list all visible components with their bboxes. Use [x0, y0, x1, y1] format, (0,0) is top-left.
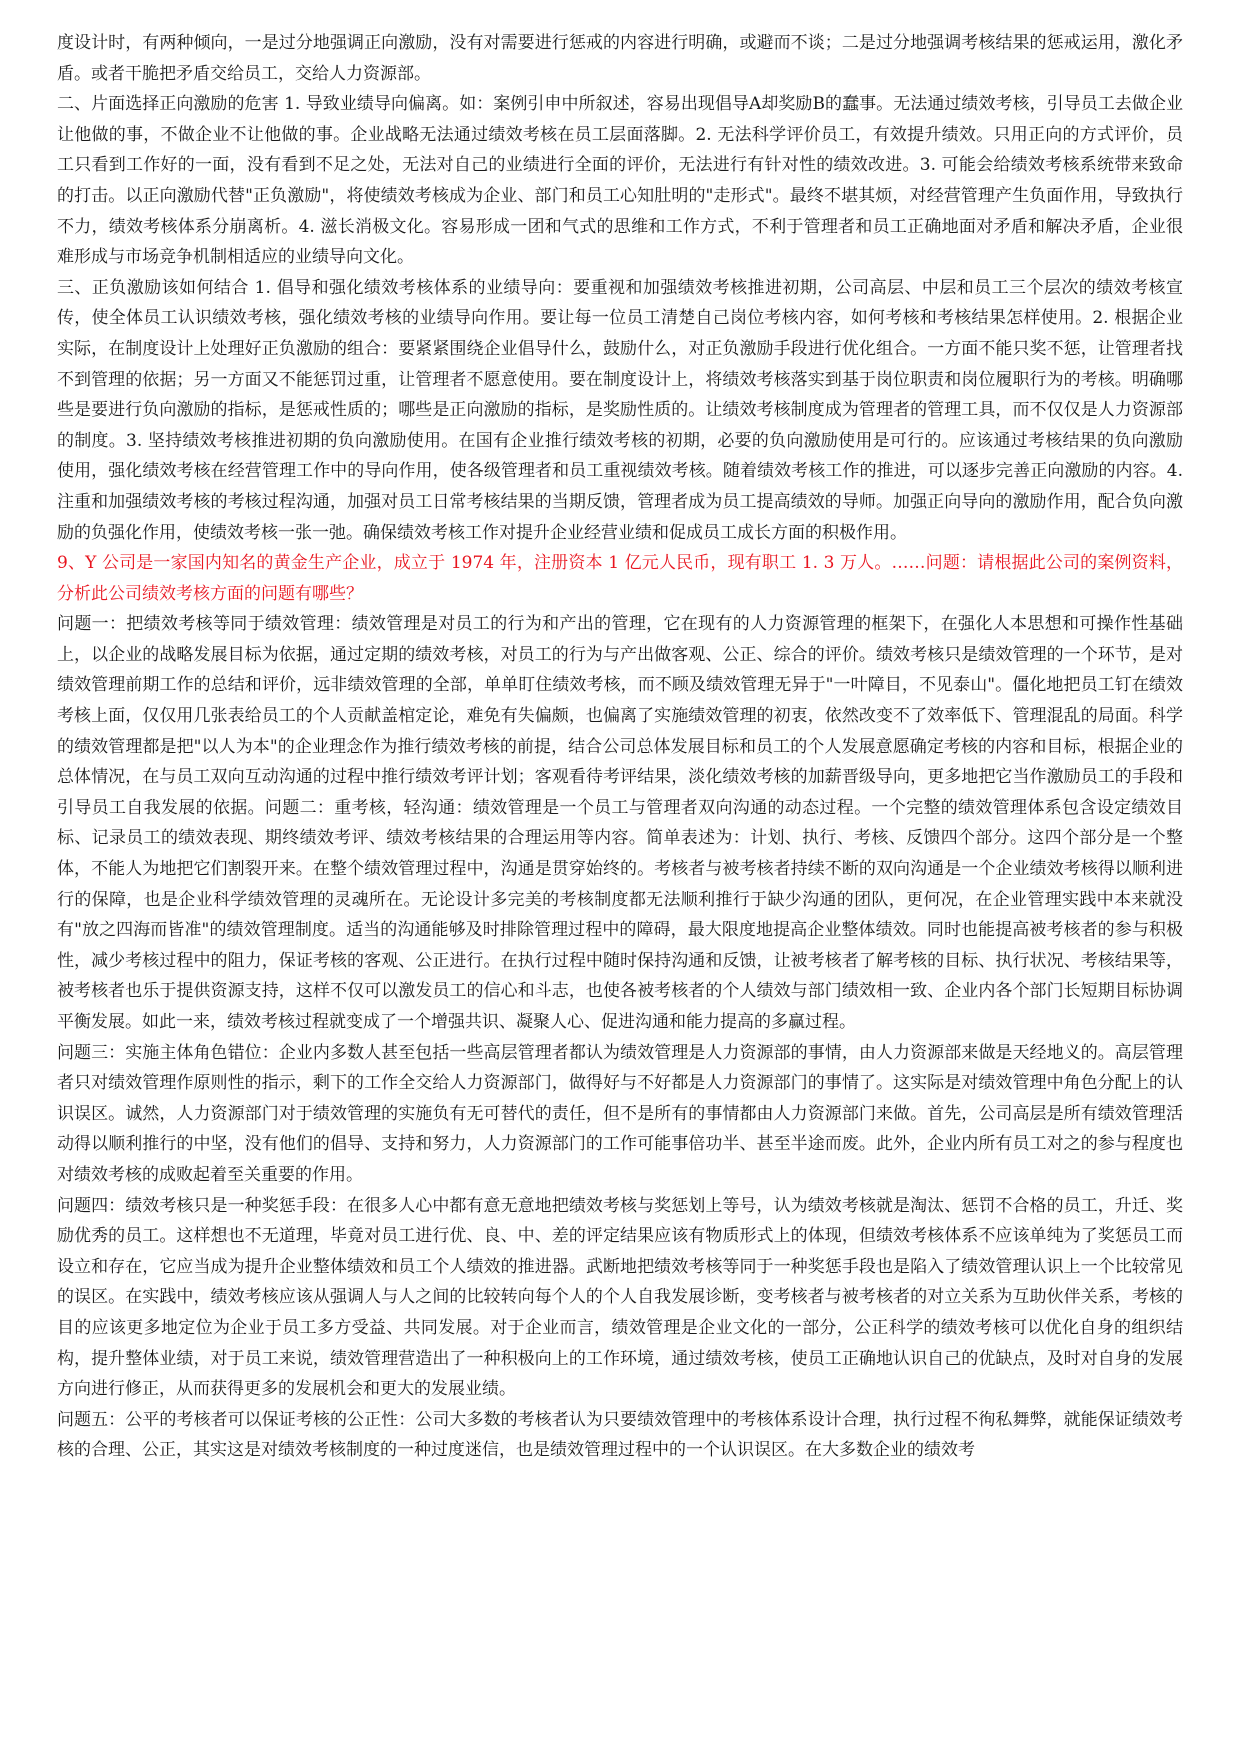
- paragraph-2: 二、片面选择正向激励的危害 1. 导致业绩导向偏离。如：案例引申中所叙述，容易出现倡导A却奖励B的蠢事。无法通过绩效考核，引导员工去做企业让他做的事，不做企业不让他做的事。企业战略无法通过绩效考核在员工层面落脚。2. 无法科学评价员工，有效提升绩效。只用正向的方式评价，员工只看到工作好的一面，没有看到不足之处，无法对自己的业绩进行全面的评价，无法进行有针对性的绩效改进。3. 可能会给绩效考核系统带来致命的打击。以正向激励代替"正负激励"，将使绩效考核成为企业、部门和员工心知肚明的"走形式"。最终不堪其烦，对经营管理产生负面作用，导致执行不力，绩效考核体系分崩离析。4. 滋长消极文化。容易形成一团和气式的思维和工作方式，不利于管理者和员工正确地面对矛盾和解决矛盾，企业很难形成与市场竞争机制相适应的业绩导向文化。: [57, 94, 1183, 268]
- paragraph-6: 问题三：实施主体角色错位：企业内多数人甚至包括一些高层管理者都认为绩效管理是人力资源部的事情，由人力资源部来做是天经地义的。高层管理者只对绩效管理作原则性的指示，剩下的工作全交给人力资源部门，做得好与不好都是人力资源部门的事情了。这实际是对绩效管理中角色分配上的认识误区。诚然，人力资源部门对于绩效管理的实施负有无可替代的责任，但不是所有的事情都由人力资源部门来做。首先，公司高层是所有绩效管理活动得以顺利推行的中坚，没有他们的倡导、支持和努力，人力资源部门的工作可能事倍功半、甚至半途而废。此外，企业内所有员工对之的参与程度也对绩效考核的成败起着至关重要的作用。: [57, 1042, 1183, 1185]
- paragraph-5: 问题一：把绩效考核等同于绩效管理：绩效管理是对员工的行为和产出的管理，它在现有的人力资源管理的框架下，在强化人本思想和可操作性基础上，以企业的战略发展目标为依据，通过定期的绩效考核，对员工的行为与产出做客观、公正、综合的评价。绩效考核只是绩效管理的一个环节，是对绩效管理前期工作的总结和评价，远非绩效管理的全部，单单盯住绩效考核，而不顾及绩效管理无异于"一叶障目，不见泰山"。僵化地把员工钉在绩效考核上面，仅仅用几张表给员工的个人贡献盖棺定论，难免有失偏颇，也偏离了实施绩效管理的初衷，依然改变不了效率低下、管理混乱的局面。科学的绩效管理都是把"以人为本"的企业理念作为推行绩效考核的前提，结合公司总体发展目标和员工的个人发展意愿确定考核的内容和目标，根据企业的总体情况，在与员工双向互动沟通的过程中推行绩效考评计划；客观看待考评结果，淡化绩效考核的加薪晋级导向，更多地把它当作激励员工的手段和引导员工自我发展的依据。问题二：重考核，轻沟通：绩效管理是一个员工与管理者双向沟通的动态过程。一个完整的绩效管理体系包含设定绩效目标、记录员工的绩效表现、期终绩效考评、绩效考核结果的合理运用等内容。简单表述为：计划、执行、考核、反馈四个部分。这四个部分是一个整体，不能人为地把它们割裂开来。在整个绩效管理过程中，沟通是贯穿始终的。考核者与被考核者持续不断的双向沟通是一个企业绩效考核得以顺利进行的保障，也是企业科学绩效管理的灵魂所在。无论设计多完美的考核制度都无法顺利推行于缺少沟通的团队，更何况，在企业管理实践中本来就没有"放之四海而皆准"的绩效管理制度。适当的沟通能够及时排除管理过程中的障碍，最大限度地提高企业整体绩效。同时也能提高被考核者的参与积极性，减少考核过程中的阻力，保证考核的客观、公正进行。在执行过程中随时保持沟通和反馈，让被考核者了解考核的目标、执行状况、考核结果等，被考核者也乐于提供资源支持，这样不仅可以激发员工的信心和斗志，也使各被考核者的个人绩效与部门绩效相一致、企业内各个部门长短期目标协调平衡发展。如此一来，绩效考核过程就变成了一个增强共识、凝聚人心、促进沟通和能力提高的多赢过程。: [57, 614, 1183, 1032]
- document-page: [57, 28, 1183, 1466]
- paragraph-8: 问题五：公平的考核者可以保证考核的公正性：公司大多数的考核者认为只要绩效管理中的考核体系设计合理，执行过程不徇私舞弊，就能保证绩效考核的合理、公正，其实这是对绩效考核制度的一种过度迷信，也是绩效管理过程中的一个认识误区。在大多数企业的绩效考: [57, 1409, 1183, 1461]
- paragraph-1: 度设计时，有两种倾向，一是过分地强调正向激励，没有对需要进行惩戒的内容进行明确，或避而不谈；二是过分地强调考核结果的惩戒运用，激化矛盾。或者干脆把矛盾交给员工，交给人力资源部。: [57, 33, 1183, 84]
- paragraph-7: 问题四：绩效考核只是一种奖惩手段：在很多人心中都有意无意地把绩效考核与奖惩划上等号，认为绩效考核就是淘汰、惩罚不合格的员工，升迁、奖励优秀的员工。这样想也不无道理，毕竟对员工进行优、良、中、差的评定结果应该有物质形式上的体现，但绩效考核体系不应该单纯为了奖惩员工而设立和存在，它应当成为提升企业整体绩效和员工个人绩效的推进器。武断地把绩效考核等同于一种奖惩手段也是陷入了绩效管理认识上一个比较常见的误区。在实践中，绩效考核应该从强调人与人之间的比较转向每个人的个人自我发展诊断，变考核者与被考核者的对立关系为互助伙伴关系，考核的目的应该更多地定位为企业于员工多方受益、共同发展。对于企业而言，绩效管理是企业文化的一部分，公正科学的绩效考核可以优化自身的组织结构，提升整体业绩，对于员工来说，绩效管理营造出了一种积极向上的工作环境，通过绩效考核，使员工正确地认识自己的优缺点，及时对自身的发展方向进行修正，从而获得更多的发展机会和更大的发展业绩。: [57, 1195, 1183, 1400]
- paragraph-3: 三、正负激励该如何结合 1. 倡导和强化绩效考核体系的业绩导向：要重视和加强绩效考核推进初期，公司高层、中层和员工三个层次的绩效考核宣传，使全体员工认识绩效考核，强化绩效考核的业绩导向作用。要让每一位员工清楚自己岗位考核内容，如何考核和考核结果怎样使用。2. 根据企业实际，在制度设计上处理好正负激励的组合：要紧紧围绕企业倡导什么，鼓励什么，对正负激励手段进行优化组合。一方面不能只奖不惩，让管理者找不到管理的依据；另一方面又不能惩罚过重，让管理者不愿意使用。要在制度设计上，将绩效考核落实到基于岗位职责和岗位履职行为的考核。明确哪些是要进行负向激励的指标，是惩戒性质的；哪些是正向激励的指标，是奖励性质的。让绩效考核制度成为管理者的管理工具，而不仅仅是人力资源部的制度。3. 坚持绩效考核推进初期的负向激励使用。在国有企业推行绩效考核的初期，必要的负向激励使用是可行的。应该通过考核结果的负向激励使用，强化绩效考核在经营管理工作中的导向作用，使各级管理者和员工重视绩效考核。随着绩效考核工作的推进，可以逐步完善正向激励的内容。4. 注重和加强绩效考核的考核过程沟通，加强对员工日常考核结果的当期反馈，管理者成为员工提高绩效的导师。加强正向导向的激励作用，配合负向激励的负强化作用，使绩效考核一张一弛。确保绩效考核工作对提升企业经营业绩和促成员工成长方面的积极作用。: [57, 277, 1183, 543]
- question-heading: 9、Y 公司是一家国内知名的黄金生产企业，成立于 1974 年，注册资本 1 亿元人民币，现有职工 1. 3 万人。……问题：请根据此公司的案例资料，分析此公司绩效考核方面的问题有哪些？: [57, 553, 1183, 604]
